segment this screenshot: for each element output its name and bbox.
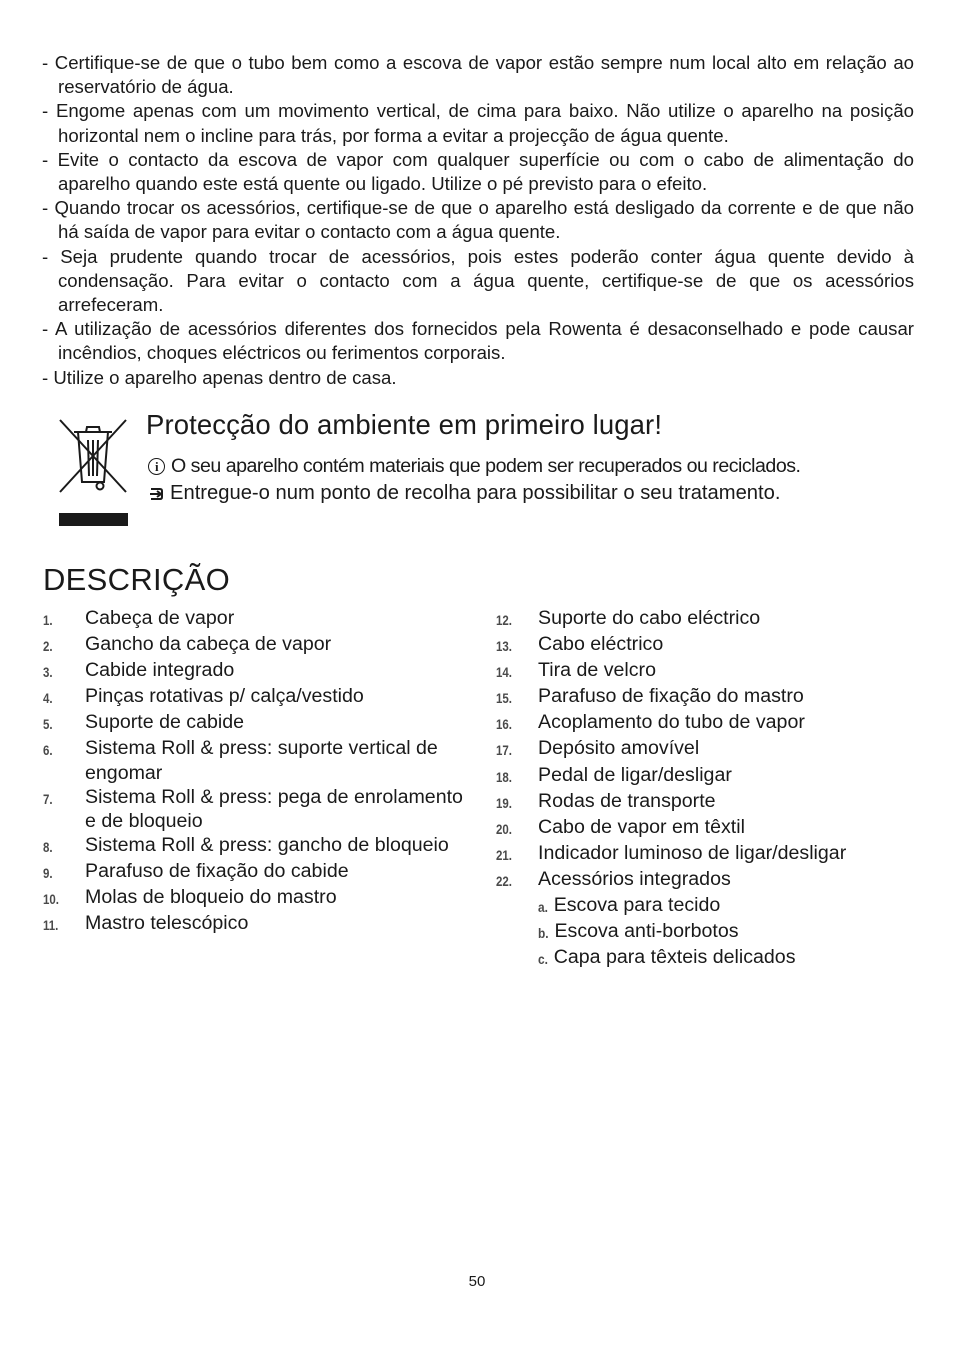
part-label: Tira de velcro [538,659,656,682]
part-number: 8. [43,838,53,855]
part-number: 7. [43,790,53,807]
part-label: Gancho da cabeça de vapor [85,633,332,656]
page-number: 50 [468,1273,486,1290]
part-label: Rodas de transporte [538,789,716,812]
warning-item: - Seja prudente quando trocar de acessórios, pois estes poderão conter água quente devido à condensação. Para evitar o contacto com a água quente, certifique-se de que os acessórios arrefeceram. [42,245,914,318]
parts-list-left [43,606,463,937]
part-label: Depósito amovível [538,737,700,760]
recycle-info-text: O seu aparelho contém materiais que podem ser recuperados ou reciclados. [171,455,801,477]
part-item [43,785,463,833]
collection-point-line [148,482,780,505]
part-number: 17. [496,742,512,759]
part-item [496,867,916,893]
part-label: Parafuso de fixação do mastro [538,685,804,708]
part-item [43,710,463,736]
part-label: Parafuso de fixação do cabide [85,859,349,882]
accessory-item [496,919,916,945]
part-number: 12. [496,612,512,628]
accessory-item [496,945,916,971]
warning-item: - Quando trocar os acessórios, certifique-se de que o aparelho está desligado da corrente e de que não há saída de vapor para evitar o contacto com a água quente. [42,196,914,244]
part-item [496,684,916,710]
part-item [43,606,463,632]
part-item [496,763,916,789]
part-item [43,885,463,911]
part-number: 2. [43,638,53,655]
part-label: Molas de bloqueio do mastro [85,886,337,909]
part-label: Pinças rotativas p/ calça/vestido [85,685,364,708]
part-item [43,658,463,684]
part-number: 18. [496,768,512,785]
part-label: Mastro telescópico [85,912,249,935]
accessory-item [496,893,916,919]
part-number: 16. [496,716,512,733]
warning-item: - Certifique-se de que o tubo bem como a escova de vapor estão sempre num local alto em relação ao reservatório de água. [42,51,914,99]
part-label: Acoplamento do tubo de vapor [538,711,805,734]
part-number: 1. [43,612,53,628]
part-label: Cabo eléctrico [538,633,664,656]
part-label: Cabeça de vapor [85,607,235,629]
part-item [43,911,463,937]
part-number: 21. [496,846,512,863]
part-number: 19. [496,794,512,811]
accessory-letter: b. [538,925,549,942]
part-label: Suporte de cabide [85,711,245,734]
part-item [496,815,916,841]
collection-point-text: Entregue-o num ponto de recolha para possibilitar o seu tratamento. [170,482,781,504]
part-label: Cabide integrado [85,659,235,682]
part-number: 4. [43,690,53,707]
part-number: 22. [496,872,512,889]
part-number: 14. [496,664,512,681]
part-label: Acessórios integrados [538,867,731,890]
parts-list-right [496,606,916,971]
environment-title: Protecção do ambiente em primeiro lugar! [146,409,663,440]
part-label: Sistema Roll & press: pega de enrolamento e de bloqueio [85,785,463,832]
part-label: Pedal de ligar/desligar [538,763,732,786]
crossed-out-bin-icon [56,416,130,532]
part-number: 11. [43,917,59,934]
recycle-info-line [148,455,800,478]
part-number: 3. [43,664,53,681]
part-item [43,736,463,784]
part-label: Sistema Roll & press: suporte vertical de engomar [85,737,438,784]
part-item [496,632,916,658]
part-number: 10. [43,891,59,908]
part-item [496,658,916,684]
part-label: Suporte do cabo eléctrico [538,607,761,629]
part-number: 6. [43,742,53,759]
part-item [496,789,916,815]
part-item [43,833,463,859]
part-label: Indicador luminoso de ligar/desligar [538,841,847,864]
part-number: 5. [43,716,53,733]
part-item [43,632,463,658]
info-circle-icon: i [148,458,165,475]
warning-item: - Evite o contacto da escova de vapor com qualquer superfície ou com o cabo de alimentação do aparelho quando este está quente ou ligado. Utilize o pé previsto para o efeito. [42,148,914,196]
part-item [496,736,916,762]
accessory-label: Escova anti-borbotos [554,920,739,943]
part-number: 15. [496,690,512,707]
accessory-letter: c. [538,951,548,968]
part-item [43,859,463,885]
accessory-label: Capa para têxteis delicados [553,946,796,969]
part-number: 20. [496,820,512,837]
description-title: DESCRIÇÃO [43,562,231,597]
part-item [496,710,916,736]
arrow-right-icon [148,486,164,502]
part-label: Sistema Roll & press: gancho de bloqueio [85,833,449,856]
accessory-letter: a. [538,899,548,916]
part-number: 9. [43,864,53,881]
part-item [43,684,463,710]
warning-item: - Engome apenas com um movimento vertical, de cima para baixo. Não utilize o aparelho na posição horizontal nem o incline para trás, por forma a evitar a projecção de água quente. [42,99,914,147]
warning-item: - A utilização de acessórios diferentes dos fornecidos pela Rowenta é desaconselhado e pode causar incêndios, choques eléctricos ou ferimentos corporais. [42,317,914,365]
safety-warnings-list [42,51,914,390]
part-item [496,606,916,632]
part-label: Cabo de vapor em têxtil [538,815,745,838]
part-item [496,841,916,867]
accessory-label: Escova para tecido [553,894,721,917]
part-number: 13. [496,638,512,655]
warning-item: - Utilize o aparelho apenas dentro de casa. [42,366,914,390]
environment-section [56,409,916,530]
